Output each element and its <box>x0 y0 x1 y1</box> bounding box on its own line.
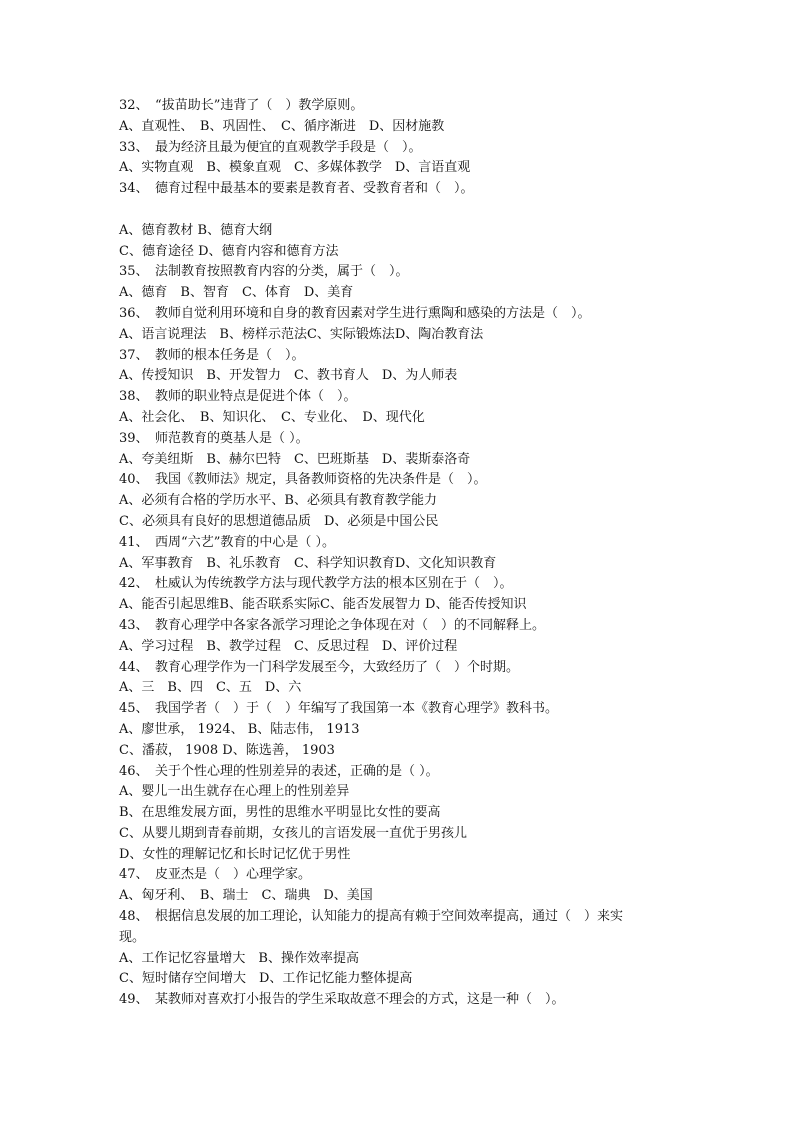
text-line: 48、 根据信息发展的加工理论，认知能力的提高有赖于空间效率提高，通过（ ）来实 <box>119 909 624 925</box>
text-line: A、德育 B、智育 C、体育 D、美育 <box>119 285 354 301</box>
document-body <box>119 96 679 1011</box>
blank-line <box>119 200 679 221</box>
text-line: A、婴儿一出生就存在心理上的性别差异 <box>119 784 350 800</box>
text-line: 49、 某教师对喜欢打小报告的学生采取故意不理会的方式，这是一种（ ）。 <box>119 992 565 1008</box>
text-line: 43、 教育心理学中各家各派学习理论之争体现在对（ ）的不同解释上。 <box>119 617 546 633</box>
text-line: C、必须具有良好的思想道德品质 D、必须是中国公民 <box>119 513 439 529</box>
text-line: A、社会化、 B、知识化、 C、专业化、 D、现代化 <box>119 409 425 425</box>
text-line: 40、 我国《教师法》规定，具备教师资格的先决条件是（ ）。 <box>119 472 487 488</box>
text-line: 45、 我国学者（ ）于（ ）年编写了我国第一本《教育心理学》教科书。 <box>119 701 559 717</box>
text-line: A、实物直观 B、模象直观 C、多媒体教学 D、言语直观 <box>119 160 471 176</box>
text-line: 39、 师范教育的奠基人是（ ）。 <box>119 430 309 446</box>
text-line: A、军事教育 B、礼乐教育 C、科学知识教育D、文化知识教育 <box>119 555 497 571</box>
text-line: 35、 法制教育按照教育内容的分类，属于（ ）。 <box>119 264 409 280</box>
text-line: C、短时储存空间增大 D、工作记忆能力整体提高 <box>119 971 413 987</box>
text-line: A、必须有合格的学历水平、B、必须具有教育教学能力 <box>119 493 437 509</box>
text-line: 44、 教育心理学作为一门科学发展至今，大致经历了（ ）个时期。 <box>119 659 520 675</box>
text-line: A、学习过程 B、教学过程 C、反思过程 D、评价过程 <box>119 638 458 654</box>
text-line: D、女性的理解记忆和长时记忆优于男性 <box>119 846 351 862</box>
text-line: 38、 教师的职业特点是促进个体（ ）。 <box>119 389 357 405</box>
text-line: 33、 最为经济且最为便宜的直观教学手段是（ ）。 <box>119 139 422 155</box>
text-line: A、德育教材 B、德育大纲 <box>119 222 273 238</box>
text-line: C、潘菽， 1908 D、陈选善， 1903 <box>119 742 335 758</box>
text-line: 36、 教师自觉利用环境和自身的教育因素对学生进行熏陶和感染的方法是（ ）。 <box>119 305 591 321</box>
text-line: A、廖世承， 1924、 B、陆志伟， 1913 <box>119 721 360 737</box>
text-line: 41、 西周“六艺”教育的中心是（ ）。 <box>119 534 335 550</box>
text-line: 46、 关于个性心理的性别差异的表述，正确的是（ ）。 <box>119 763 439 779</box>
text-line: A、夸美纽斯 B、赫尔巴特 C、巴班斯基 D、裴斯泰洛奇 <box>119 451 471 467</box>
text-line: A、匈牙利、 B、瑞士 C、瑞典 D、美国 <box>119 888 373 904</box>
text-line: 32、 “拔苗助长”违背了（ ）教学原则。 <box>119 98 364 113</box>
text-line: A、传授知识 B、开发智力 C、教书育人 D、为人师表 <box>119 368 458 384</box>
text-line: C、从婴儿期到青春前期，女孩儿的言语发展一直优于男孩儿 <box>119 825 467 841</box>
text-line: 42、 杜威认为传统教学方法与现代教学方法的根本区别在于（ ）。 <box>119 576 513 592</box>
text-line: A、工作记忆容量增大 B、操作效率提高 <box>119 950 359 966</box>
text-line: 34、 德育过程中最基本的要素是教育者、受教育者和（ ）。 <box>119 181 474 197</box>
text-line: 37、 教师的根本任务是（ ）。 <box>119 347 305 363</box>
text-line: A、三 B、四 C、五 D、六 <box>119 680 302 696</box>
text-line: A、能否引起思维B、能否联系实际C、能否发展智力 D、能否传授知识 <box>119 597 527 613</box>
text-line: C、德育途径 D、德育内容和德育方法 <box>119 243 339 259</box>
text-line: 47、 皮亚杰是（ ）心理学家。 <box>119 867 312 883</box>
text-line: A、直观性、 B、巩固性、 C、循序渐进 D、因材施教 <box>119 118 445 134</box>
text-line: B、在思维发展方面，男性的思维水平明显比女性的要高 <box>119 805 441 821</box>
text-line: 现。 <box>119 929 146 945</box>
text-line: A、语言说理法 B、榜样示范法C、实际锻炼法D、陶冶教育法 <box>119 326 484 342</box>
